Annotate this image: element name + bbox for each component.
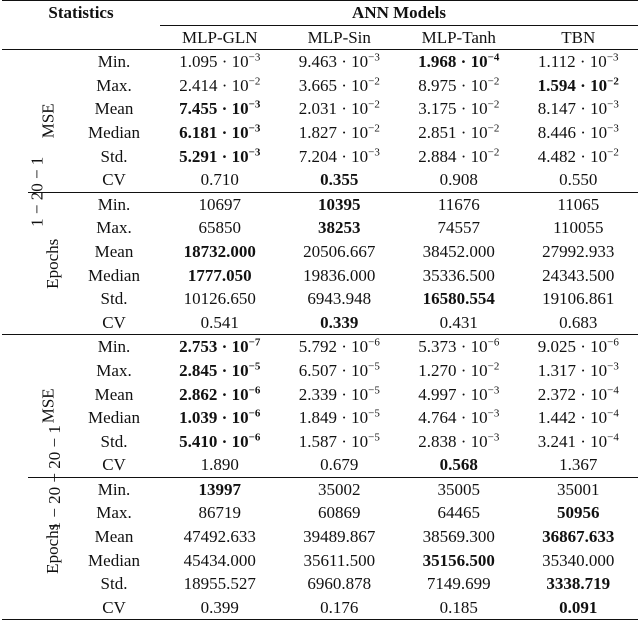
value-cell: $2.838 \cdot 10^{-3}$ [418, 431, 500, 451]
value-cell: 11676 [437, 194, 480, 214]
table-row [2, 572, 638, 596]
value-cell: 24343.500 [542, 265, 615, 285]
value-cell: $3.175 \cdot 10^{-2}$ [418, 98, 500, 119]
value-cell: 1.367 [559, 455, 598, 475]
group-label: Epochs [28, 477, 68, 620]
value-cell: $1.317 \cdot 10^{-3}$ [537, 360, 619, 380]
value-cell: 64465 [437, 503, 481, 523]
value-cell: $2.851 \cdot 10^{-2}$ [418, 122, 500, 142]
value-cell: $8.975 \cdot 10^{-2}$ [418, 75, 500, 95]
stat-label: Mean [94, 527, 134, 547]
value-cell: $7.204 \cdot 10^{-3}$ [298, 145, 380, 166]
value-cell: 0.399 [200, 597, 239, 617]
model-header: TBN [561, 27, 596, 47]
table-row [2, 240, 638, 264]
value-cell: 35005 [437, 479, 481, 499]
stat-label: Max. [96, 360, 132, 380]
value-cell: 6943.948 [307, 289, 372, 309]
table-row [2, 287, 638, 311]
value-cell: 65850 [198, 218, 242, 238]
value-cell: $1.112 \cdot 10^{-3}$ [538, 51, 619, 72]
stat-label: CV [102, 312, 126, 332]
value-cell: 27992.933 [542, 241, 615, 261]
value-cell: $4.482 \cdot 10^{-2}$ [537, 145, 619, 166]
value-cell: $2.862 \cdot 10^{-6}$ [179, 383, 261, 404]
table-row [2, 168, 638, 192]
stat-label: Mean [94, 99, 134, 119]
value-cell: 19836.000 [303, 265, 376, 285]
stat-label: Min. [97, 52, 131, 72]
model-header: MLP-Tanh [421, 27, 496, 47]
value-cell: 38253 [318, 218, 361, 238]
table-row [2, 50, 638, 74]
value-cell: 0.431 [439, 312, 478, 332]
value-cell: 0.355 [320, 170, 359, 190]
value-cell: 19106.861 [542, 289, 615, 309]
value-cell: 35340.000 [542, 550, 615, 570]
value-cell: 35336.500 [422, 265, 495, 285]
table-row [2, 264, 638, 288]
value-cell: $2.339 \cdot 10^{-5}$ [298, 383, 380, 404]
table-row [2, 406, 638, 430]
value-cell: $6.507 \cdot 10^{-5}$ [298, 360, 380, 380]
model-header: MLP-Sin [307, 27, 371, 47]
value-cell: 10126.650 [183, 289, 256, 309]
value-cell: 110055 [553, 218, 604, 238]
value-cell: 6960.878 [307, 574, 372, 594]
value-cell: $4.997 \cdot 10^{-3}$ [418, 383, 500, 404]
stat-label: Std. [100, 289, 128, 309]
value-cell: 3338.719 [546, 574, 611, 594]
stat-label: Min. [97, 337, 131, 357]
value-cell: 36867.633 [542, 527, 615, 547]
value-cell: $5.792 \cdot 10^{-6}$ [298, 336, 380, 357]
value-cell: 60869 [318, 503, 361, 523]
value-cell: 18732.000 [183, 241, 256, 261]
value-cell: $1.442 \cdot 10^{-4}$ [537, 407, 619, 428]
value-cell: 38569.300 [422, 527, 495, 547]
value-cell: 35156.500 [422, 550, 495, 570]
value-cell: 39489.867 [303, 527, 376, 547]
value-cell: 11065 [557, 194, 600, 214]
value-cell: 0.679 [320, 455, 359, 475]
value-cell: 1777.050 [187, 265, 252, 285]
table-row [2, 74, 638, 98]
value-cell: $2.753 \cdot 10^{-7}$ [179, 336, 261, 357]
results-table [2, 0, 638, 620]
table-row [2, 383, 638, 407]
stat-label: Median [88, 122, 140, 142]
value-cell: $1.270 \cdot 10^{-2}$ [418, 360, 500, 380]
value-cell: 13997 [198, 479, 242, 499]
stat-label: CV [102, 455, 126, 475]
value-cell: $4.764 \cdot 10^{-3}$ [418, 407, 500, 428]
value-cell: 0.185 [439, 597, 478, 617]
table-row [2, 549, 638, 573]
value-cell: $1.587 \cdot 10^{-5}$ [298, 431, 380, 451]
stat-label: Min. [97, 194, 131, 214]
value-cell: $1.968 \cdot 10^{-4}$ [418, 51, 500, 72]
stat-label: Min. [97, 479, 131, 499]
stat-label: CV [102, 597, 126, 617]
stat-label: Std. [100, 574, 128, 594]
value-cell: $3.241 \cdot 10^{-4}$ [537, 431, 619, 451]
value-cell: $2.884 \cdot 10^{-2}$ [418, 145, 500, 166]
value-cell: 10697 [198, 194, 242, 214]
table-row [2, 596, 638, 620]
table-row [2, 453, 638, 477]
value-cell: 47492.633 [183, 527, 256, 547]
stat-label: Mean [94, 384, 134, 404]
stat-label: Std. [100, 431, 128, 451]
value-cell: 45434.000 [183, 550, 256, 570]
stat-label: Max. [96, 218, 132, 238]
value-cell: 18955.527 [183, 574, 256, 594]
value-cell: 16580.554 [422, 289, 495, 309]
value-cell: 1.890 [200, 455, 239, 475]
value-cell: $1.827 \cdot 10^{-2}$ [298, 122, 380, 142]
value-cell: $5.410 \cdot 10^{-6}$ [179, 431, 261, 451]
stat-label: Mean [94, 241, 134, 261]
value-cell: $2.031 \cdot 10^{-2}$ [298, 98, 380, 119]
ann-models-header: ANN Models [160, 1, 638, 26]
value-cell: $5.291 \cdot 10^{-3}$ [179, 145, 261, 166]
value-cell: 0.908 [439, 170, 478, 190]
table-row [2, 501, 638, 525]
value-cell: $2.414 \cdot 10^{-2}$ [179, 75, 261, 95]
value-cell: $1.594 \cdot 10^{-2}$ [537, 75, 619, 95]
table-row [2, 145, 638, 169]
value-cell: 50956 [557, 503, 600, 523]
stat-label: Max. [96, 503, 132, 523]
value-cell: 0.568 [439, 455, 478, 475]
value-cell: 0.683 [559, 312, 598, 332]
table-row [2, 192, 638, 216]
architecture-label: 1 − 20 − 20 − 1 [44, 424, 64, 531]
value-cell: 0.176 [320, 597, 359, 617]
architecture-label: 1 − 20 − 1 [27, 157, 47, 228]
table-body [2, 50, 638, 620]
value-cell: $8.147 \cdot 10^{-3}$ [537, 98, 619, 119]
table-row [2, 97, 638, 121]
value-cell: 0.541 [200, 312, 239, 332]
value-cell: 7149.699 [426, 574, 491, 594]
value-cell: 74557 [437, 218, 481, 238]
value-cell: 0.091 [559, 597, 598, 617]
stat-label: Std. [100, 146, 128, 166]
stat-label: CV [102, 170, 126, 190]
group-label: MSE [38, 388, 58, 424]
table-row [2, 430, 638, 454]
value-cell: 86719 [198, 503, 242, 523]
value-cell: $2.372 \cdot 10^{-4}$ [537, 383, 619, 404]
value-cell: $2.845 \cdot 10^{-5}$ [179, 360, 261, 380]
stat-label: Median [88, 265, 140, 285]
table-row [2, 477, 638, 501]
value-cell: 0.710 [200, 170, 239, 190]
group-label: Epochs [28, 192, 68, 335]
group-label: MSE [38, 103, 58, 139]
value-cell: $9.025 \cdot 10^{-6}$ [537, 336, 619, 357]
value-cell: 0.339 [320, 312, 359, 332]
value-cell: $1.849 \cdot 10^{-5}$ [298, 407, 380, 428]
value-cell: $6.181 \cdot 10^{-3}$ [179, 122, 261, 142]
model-header: MLP-GLN [181, 27, 258, 47]
table-row [2, 525, 638, 549]
value-cell: $9.463 \cdot 10^{-3}$ [298, 51, 380, 72]
value-cell: $1.095 \cdot 10^{-3}$ [179, 51, 261, 72]
value-cell: $1.039 \cdot 10^{-6}$ [179, 407, 261, 428]
stat-label: Median [88, 408, 140, 428]
value-cell: 0.550 [559, 170, 598, 190]
value-cell: 35001 [557, 479, 600, 499]
value-cell: 10395 [318, 194, 361, 214]
value-cell: 20506.667 [303, 241, 376, 261]
value-cell: 35611.500 [303, 550, 376, 570]
value-cell: $3.665 \cdot 10^{-2}$ [298, 75, 380, 95]
value-cell: $5.373 \cdot 10^{-6}$ [418, 336, 500, 357]
table-row [2, 121, 638, 145]
value-cell: 38452.000 [422, 241, 495, 261]
stat-label: Max. [96, 75, 132, 95]
stat-label: Median [88, 550, 140, 570]
table-row [2, 311, 638, 335]
value-cell: $7.455 \cdot 10^{-3}$ [179, 98, 261, 119]
statistics-header: Statistics [48, 3, 114, 22]
table-row [2, 335, 638, 359]
table-row [2, 359, 638, 383]
value-cell: 35002 [318, 479, 361, 499]
value-cell: $8.446 \cdot 10^{-3}$ [537, 122, 619, 142]
table-row [2, 216, 638, 240]
